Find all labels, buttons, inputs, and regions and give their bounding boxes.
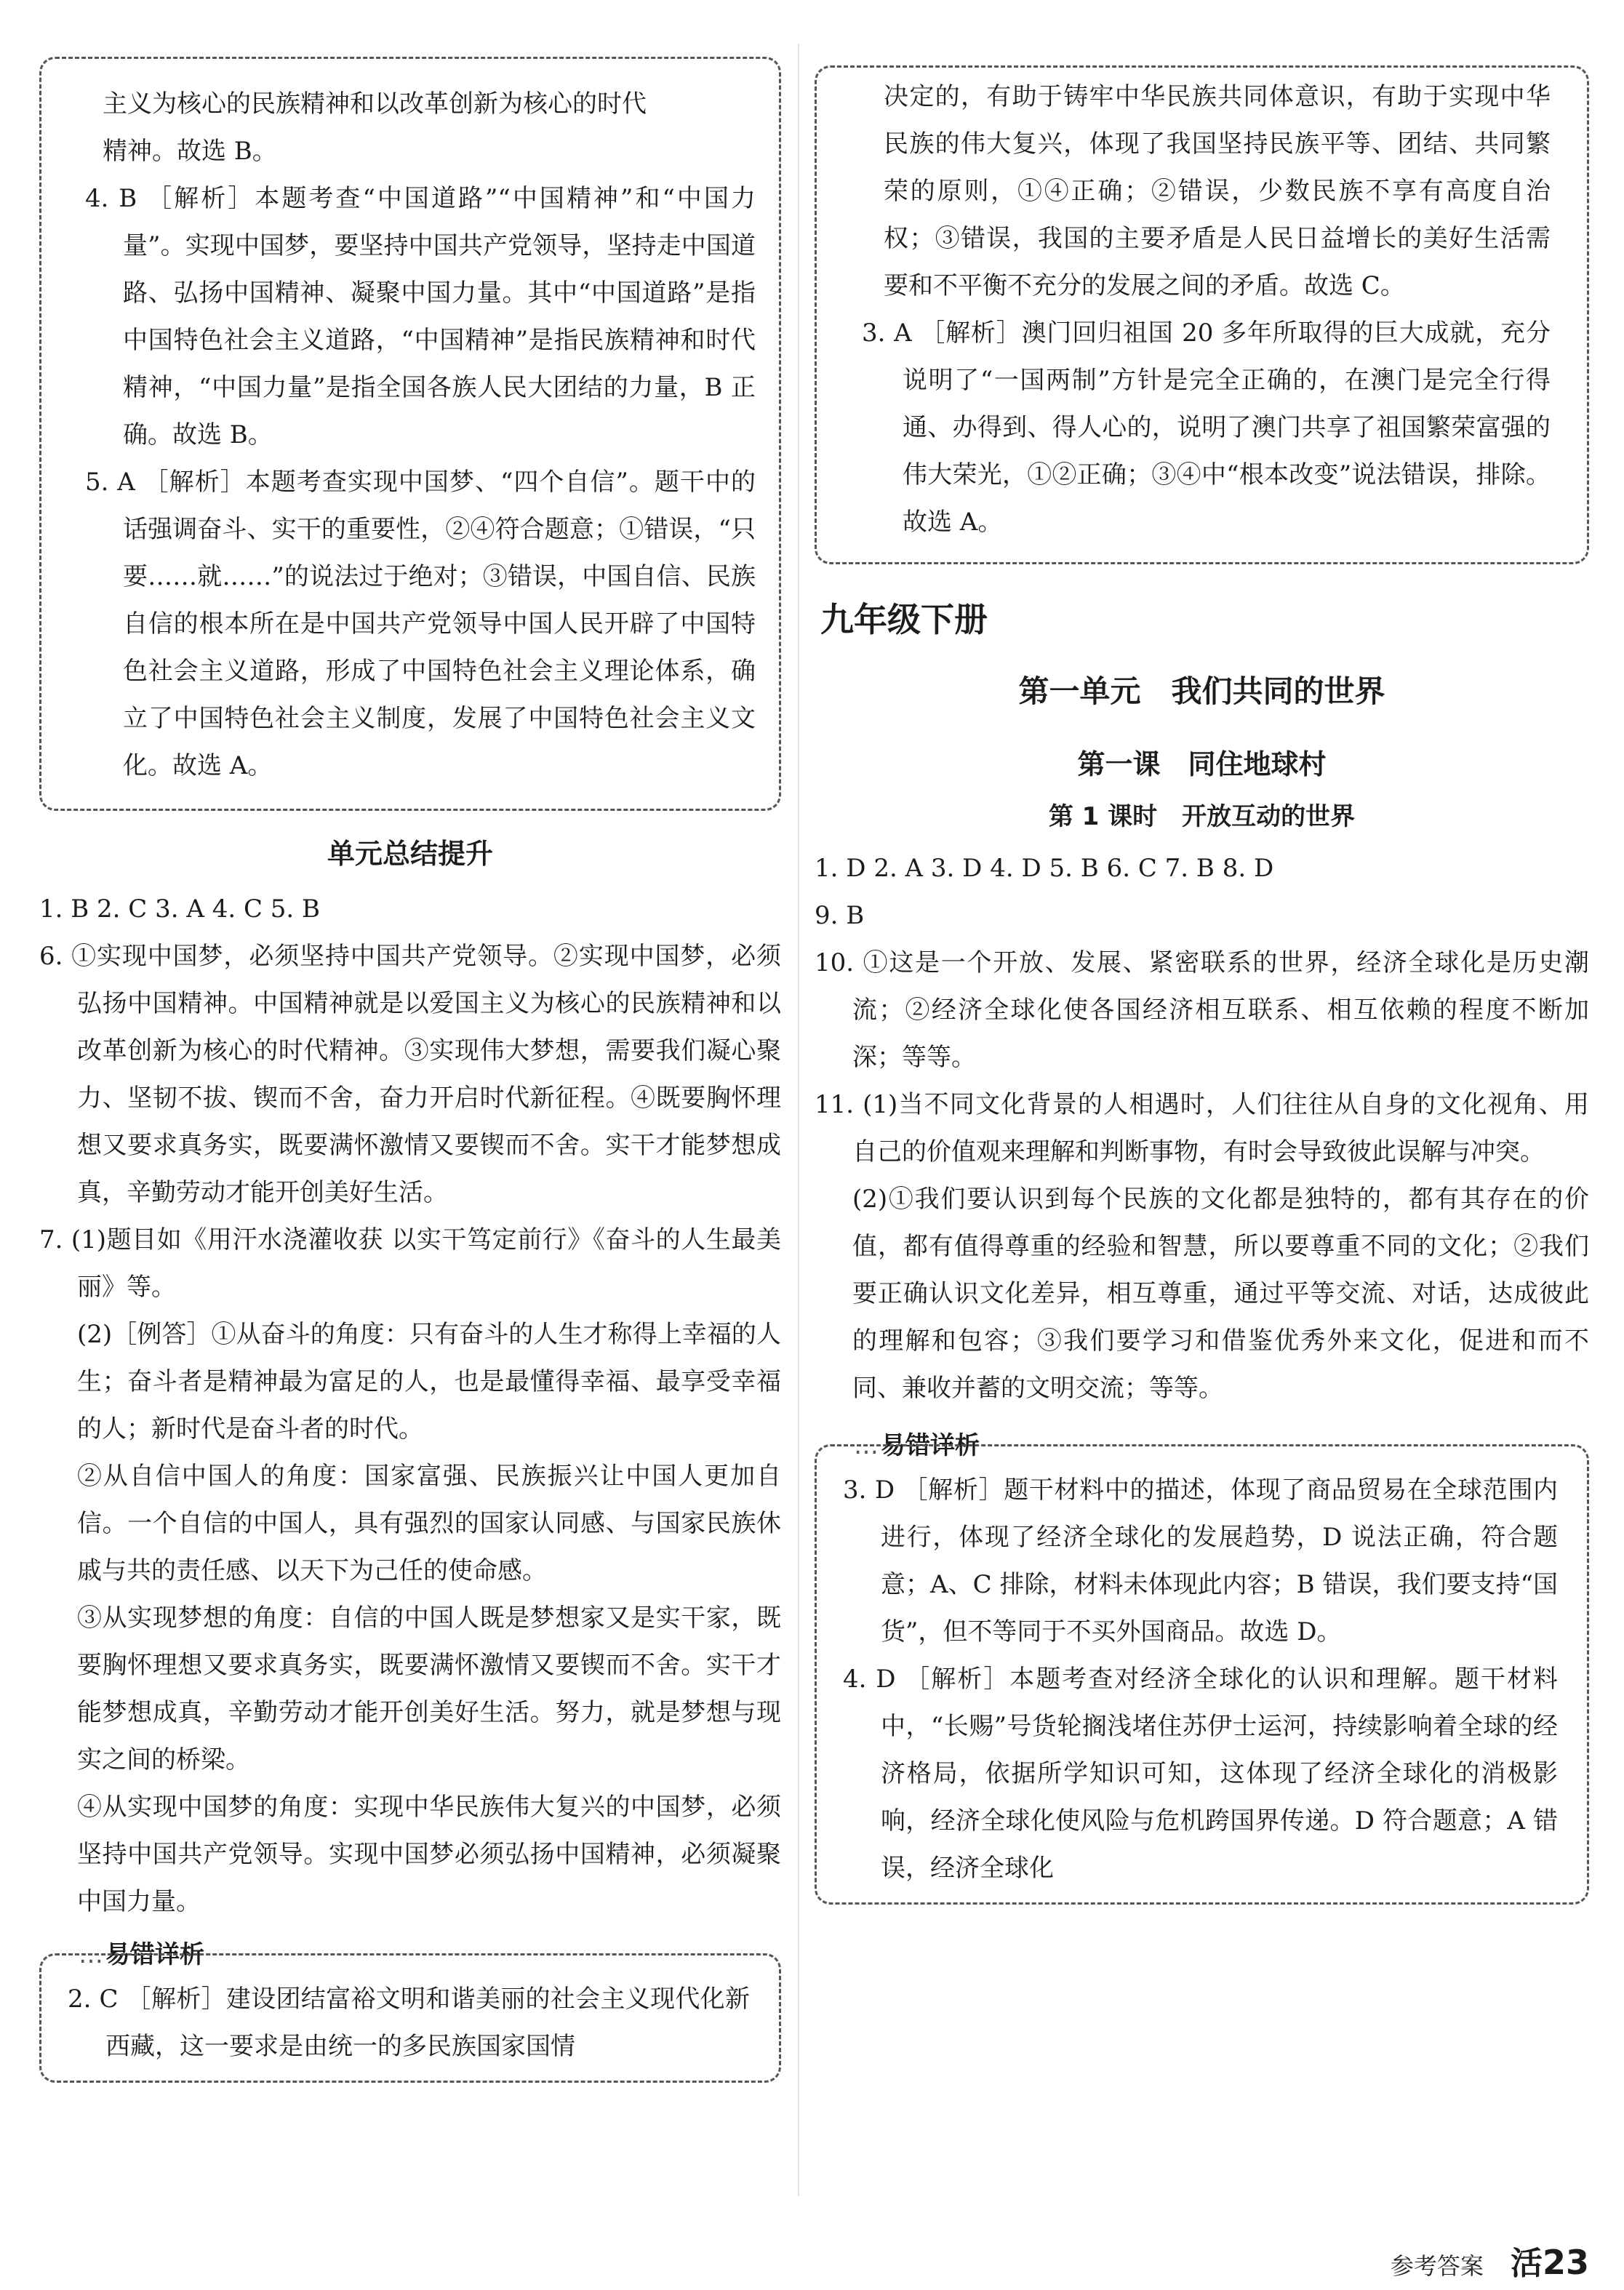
right-error-analysis-box: [815, 1444, 1589, 1905]
left-box-line: 精神。故选 B。: [103, 137, 277, 166]
lesson-heading: 第一课 同住地球村: [1077, 748, 1327, 780]
right-error-item: 4. D ［解析］本题考查对经济全球化的认识和理解。题干材料中，“长赐”号货轮搁浅堵住苏伊士运河，持续影响着全球的经济格局，依据所学知识可知，这体现了经济全球化的消极影响，经济全球化使风险与危机跨国界传递。D 符合题意；A 错误，经济全球化: [843, 1665, 1558, 1883]
right-answer-box: [815, 65, 1589, 564]
left-answers-line: 1. B 2. C 3. A 4. C 5. B: [39, 894, 321, 924]
left-box-line: 主义为核心的民族精神和以改革创新为核心的时代: [103, 89, 647, 119]
left-q7-1: 7. (1)题目如《用汗水浇灌收获 以实干笃定前行》《奋斗的人生最美丽》等。: [39, 1225, 781, 1302]
right-box-q3: 3. A ［解析］澳门回归祖国 20 多年所取得的巨大成就，充分说明了“一国两制”方针是完全正确的，在澳门是完全行得通、办得到、得人心的，说明了澳门共享了祖国繁荣富强的伟大荣光，①②正确；③④中“根本改变”说法错误，排除。故选 A。: [862, 319, 1551, 537]
right-column: [815, 65, 1589, 1905]
left-q7-2: (2)［例答］①从奋斗的角度：只有奋斗的人生才称得上幸福的人生；奋斗者是精神最为富足的人，也是最懂得幸福、最享受幸福的人；新时代是奋斗者的时代。: [77, 1320, 781, 1444]
left-error-analysis-box: [39, 1953, 781, 2083]
page-number: 23: [1542, 2243, 1589, 2282]
grade-heading: 九年级下册: [820, 600, 988, 639]
left-q7-5: ④从实现中国梦的角度：实现中华民族伟大复兴的中国梦，必须坚持中国共产党领导。实现中国梦必须弘扬中国精神，必须凝聚中国力量。: [77, 1793, 781, 1916]
right-error-analysis-label: …易错详析: [847, 1425, 987, 1461]
left-box-q4: 4. B ［解析］本题考查“中国道路”“中国精神”和“中国力量”。实现中国梦，要坚持中国共产党领导，坚持走中国道路、弘扬中国精神、凝聚中国力量。其中“中国道路”是指中国特色社会主义道路，“中国精神”是指民族精神和时代精神，“中国力量”是指全国各族人民大团结的力量，B 正确。故选 B。: [85, 184, 756, 449]
right-error-item: 3. D ［解析］题干材料中的描述，体现了商品贸易在全球范围内进行，体现了经济全球化的发展趋势，D 说法正确，符合题意；A、C 排除，材料未体现此内容；B 错误，我们要支持“国货”，但不等同于不买外国商品。故选 D。: [843, 1476, 1558, 1646]
footer-label: 参考答案: [1390, 2252, 1484, 2280]
left-error-item: 2. C ［解析］建设团结富裕文明和谐美丽的社会主义现代化新西藏，这一要求是由统一的多民族国家国情: [68, 1985, 750, 2061]
left-column: [39, 57, 781, 2083]
footer-book-mark: 活: [1510, 2245, 1543, 2282]
right-error-analysis: [815, 1431, 1589, 1905]
left-q6: 6. ①实现中国梦，必须坚持中国共产党领导。②实现中国梦，必须弘扬中国精神。中国精神就是以爱国主义为核心的民族精神和以改革创新为核心的时代精神。③实现伟大梦想，需要我们凝心聚力、坚韧不拔、锲而不舍，奋力开启时代新征程。④既要胸怀理想又要求真务实，既要满怀激情又要锲而不舍。实干才能梦想成真，辛勤劳动才能开创美好生活。: [39, 942, 781, 1207]
period-heading: 第 1 课时 开放互动的世界: [1048, 802, 1356, 831]
unit-summary-title: 单元总结提升: [327, 838, 493, 870]
right-answers-line: 1. D 2. A 3. D 4. D 5. B 6. C 7. B 8. D: [815, 854, 1274, 883]
unit-heading: 第一单元 我们共同的世界: [1018, 673, 1385, 709]
left-q7-4: ③从实现梦想的角度：自信的中国人既是梦想家又是实干家，既要胸怀理想又要求真务实，既要满怀激情又要锲而不舍。实干才能梦想成真，辛勤劳动才能开创美好生活。努力，就是梦想与现实之间的桥梁。: [77, 1604, 781, 1774]
left-error-analysis: [39, 1940, 781, 2083]
page-footer: [1391, 2237, 1589, 2283]
right-q11-2: (2)①我们要认识到每个民族的文化都是独特的，都有其存在的价值，都有值得尊重的经验和智慧，所以要尊重不同的文化；②我们要正确认识文化差异，相互尊重，通过平等交流、对话，达成彼此的理解和包容；③我们要学习和借鉴优秀外来文化，促进和而不同、兼收并蓄的文明交流；等等。: [852, 1185, 1589, 1403]
right-box-line: 决定的，有助于铸牢中华民族共同体意识，有助于实现中华民族的伟大复兴，体现了我国坚持民族平等、团结、共同繁荣的原则，①④正确；②错误，少数民族不享有高度自治权；③错误，我国的主要矛盾是人民日益增长的美好生活需要和不平衡不充分的发展之间的矛盾。故选 C。: [884, 82, 1551, 300]
left-box-q5: 5. A ［解析］本题考查实现中国梦、“四个自信”。题干中的话强调奋斗、实干的重要性，②④符合题意；①错误，“只要……就……”的说法过于绝对；③错误，中国自信、民族自信的根本所在是中国共产党领导中国人民开辟了中国特色社会主义道路，形成了中国特色社会主义理论体系，确立了中国特色社会主义制度，发展了中国特色社会主义文化。故选 A。: [85, 468, 756, 780]
right-q10: 10. ①这是一个开放、发展、紧密联系的世界，经济全球化是历史潮流；②经济全球化使各国经济相互联系、相互依赖的程度不断加深；等等。: [815, 948, 1589, 1072]
column-gutter: [798, 44, 799, 2196]
left-q7-3: ②从自信中国人的角度：国家富强、民族振兴让中国人更加自信。一个自信的中国人，具有强烈的国家认同感、与国家民族休戚与共的责任感、以天下为己任的使命感。: [77, 1462, 781, 1585]
right-answers-line: 9. B: [815, 901, 865, 930]
left-error-analysis-label: …易错详析: [71, 1934, 212, 1970]
right-q11-1: 11. (1)当不同文化背景的人相遇时，人们往往从自身的文化视角、用自己的价值观来理解和判断事物，有时会导致彼此误解与冲突。: [815, 1090, 1589, 1166]
left-answer-box: [39, 57, 781, 811]
